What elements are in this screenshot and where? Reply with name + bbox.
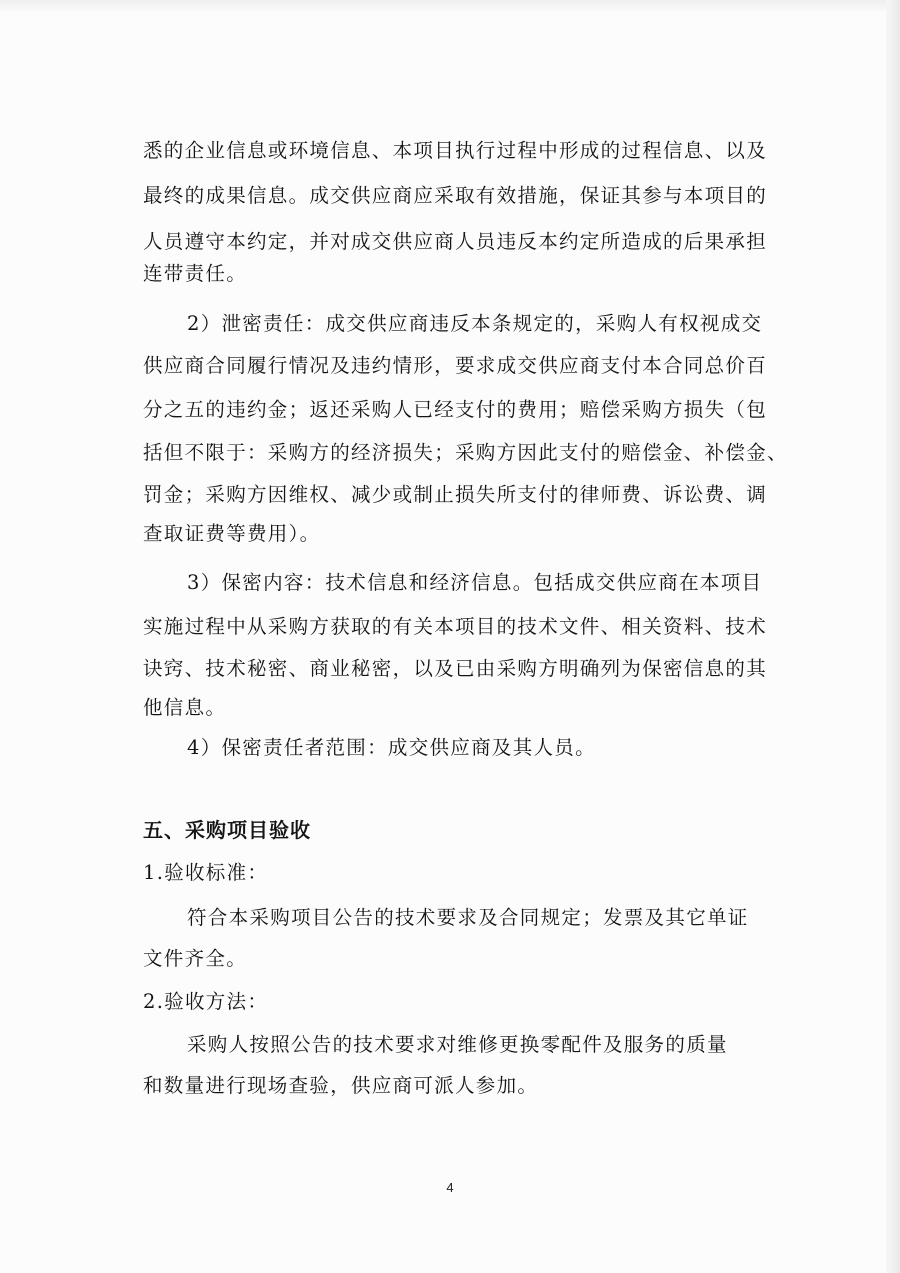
acceptance-standard-line-2: 文件齐全。 xyxy=(143,947,248,970)
paragraph-2-line-6: 查取证费等费用）。 xyxy=(143,522,321,545)
paragraph-2-line-2: 供应商合同履行情况及违约情形，要求成交供应商支付本合同总价百 xyxy=(143,354,768,377)
paragraph-3-line-2: 实施过程中从采购方获取的有关本项目的技术文件、相关资料、技术 xyxy=(143,615,768,638)
section-heading: 五、采购项目验收 xyxy=(143,818,311,842)
paragraph-3-line-4: 他信息。 xyxy=(143,696,227,719)
acceptance-method-line-1: 采购人按照公告的技术要求对维修更换零配件及服务的质量 xyxy=(187,1033,728,1056)
acceptance-method-line-2: 和数量进行现场查验，供应商可派人参加。 xyxy=(143,1074,539,1097)
paragraph-4-line-1: 4）保密责任者范围：成交供应商及其人员。 xyxy=(187,736,596,759)
paragraph-2-line-1: 2）泄密责任：成交供应商违反本条规定的，采购人有权视成交 xyxy=(187,312,763,335)
scan-top-shadow xyxy=(0,0,900,12)
page-number: 4 xyxy=(446,1180,454,1195)
paragraph-2-line-3: 分之五的违约金；返还采购人已经支付的费用；赔偿采购方损失（包 xyxy=(143,398,768,421)
paragraph-1-line-4: 连带责任。 xyxy=(143,262,248,285)
acceptance-method-label: 2.验收方法： xyxy=(143,990,269,1013)
paragraph-3-line-3: 诀窍、技术秘密、商业秘密，以及已由采购方明确列为保密信息的其 xyxy=(143,657,768,680)
paragraph-1-line-2: 最终的成果信息。成交供应商应采取有效措施，保证其参与本项目的 xyxy=(143,184,768,207)
paragraph-3-line-1: 3）保密内容：技术信息和经济信息。包括成交供应商在本项目 xyxy=(187,571,763,594)
paragraph-1-line-1: 悉的企业信息或环境信息、本项目执行过程中形成的过程信息、以及 xyxy=(143,139,768,162)
acceptance-standard-label: 1.验收标准： xyxy=(143,861,269,884)
paragraph-2-line-4: 括但不限于：采购方的经济损失；采购方因此支付的赔偿金、补偿金、 xyxy=(143,441,788,464)
paragraph-2-line-5: 罚金；采购方因维权、减少或制止损失所支付的律师费、诉讼费、调 xyxy=(143,483,768,506)
paragraph-1-line-3: 人员遵守本约定，并对成交供应商人员违反本约定所造成的后果承担 xyxy=(143,230,768,253)
scan-right-edge xyxy=(886,0,900,1273)
acceptance-standard-line-1: 符合本采购项目公告的技术要求及合同规定；发票及其它单证 xyxy=(187,906,749,929)
